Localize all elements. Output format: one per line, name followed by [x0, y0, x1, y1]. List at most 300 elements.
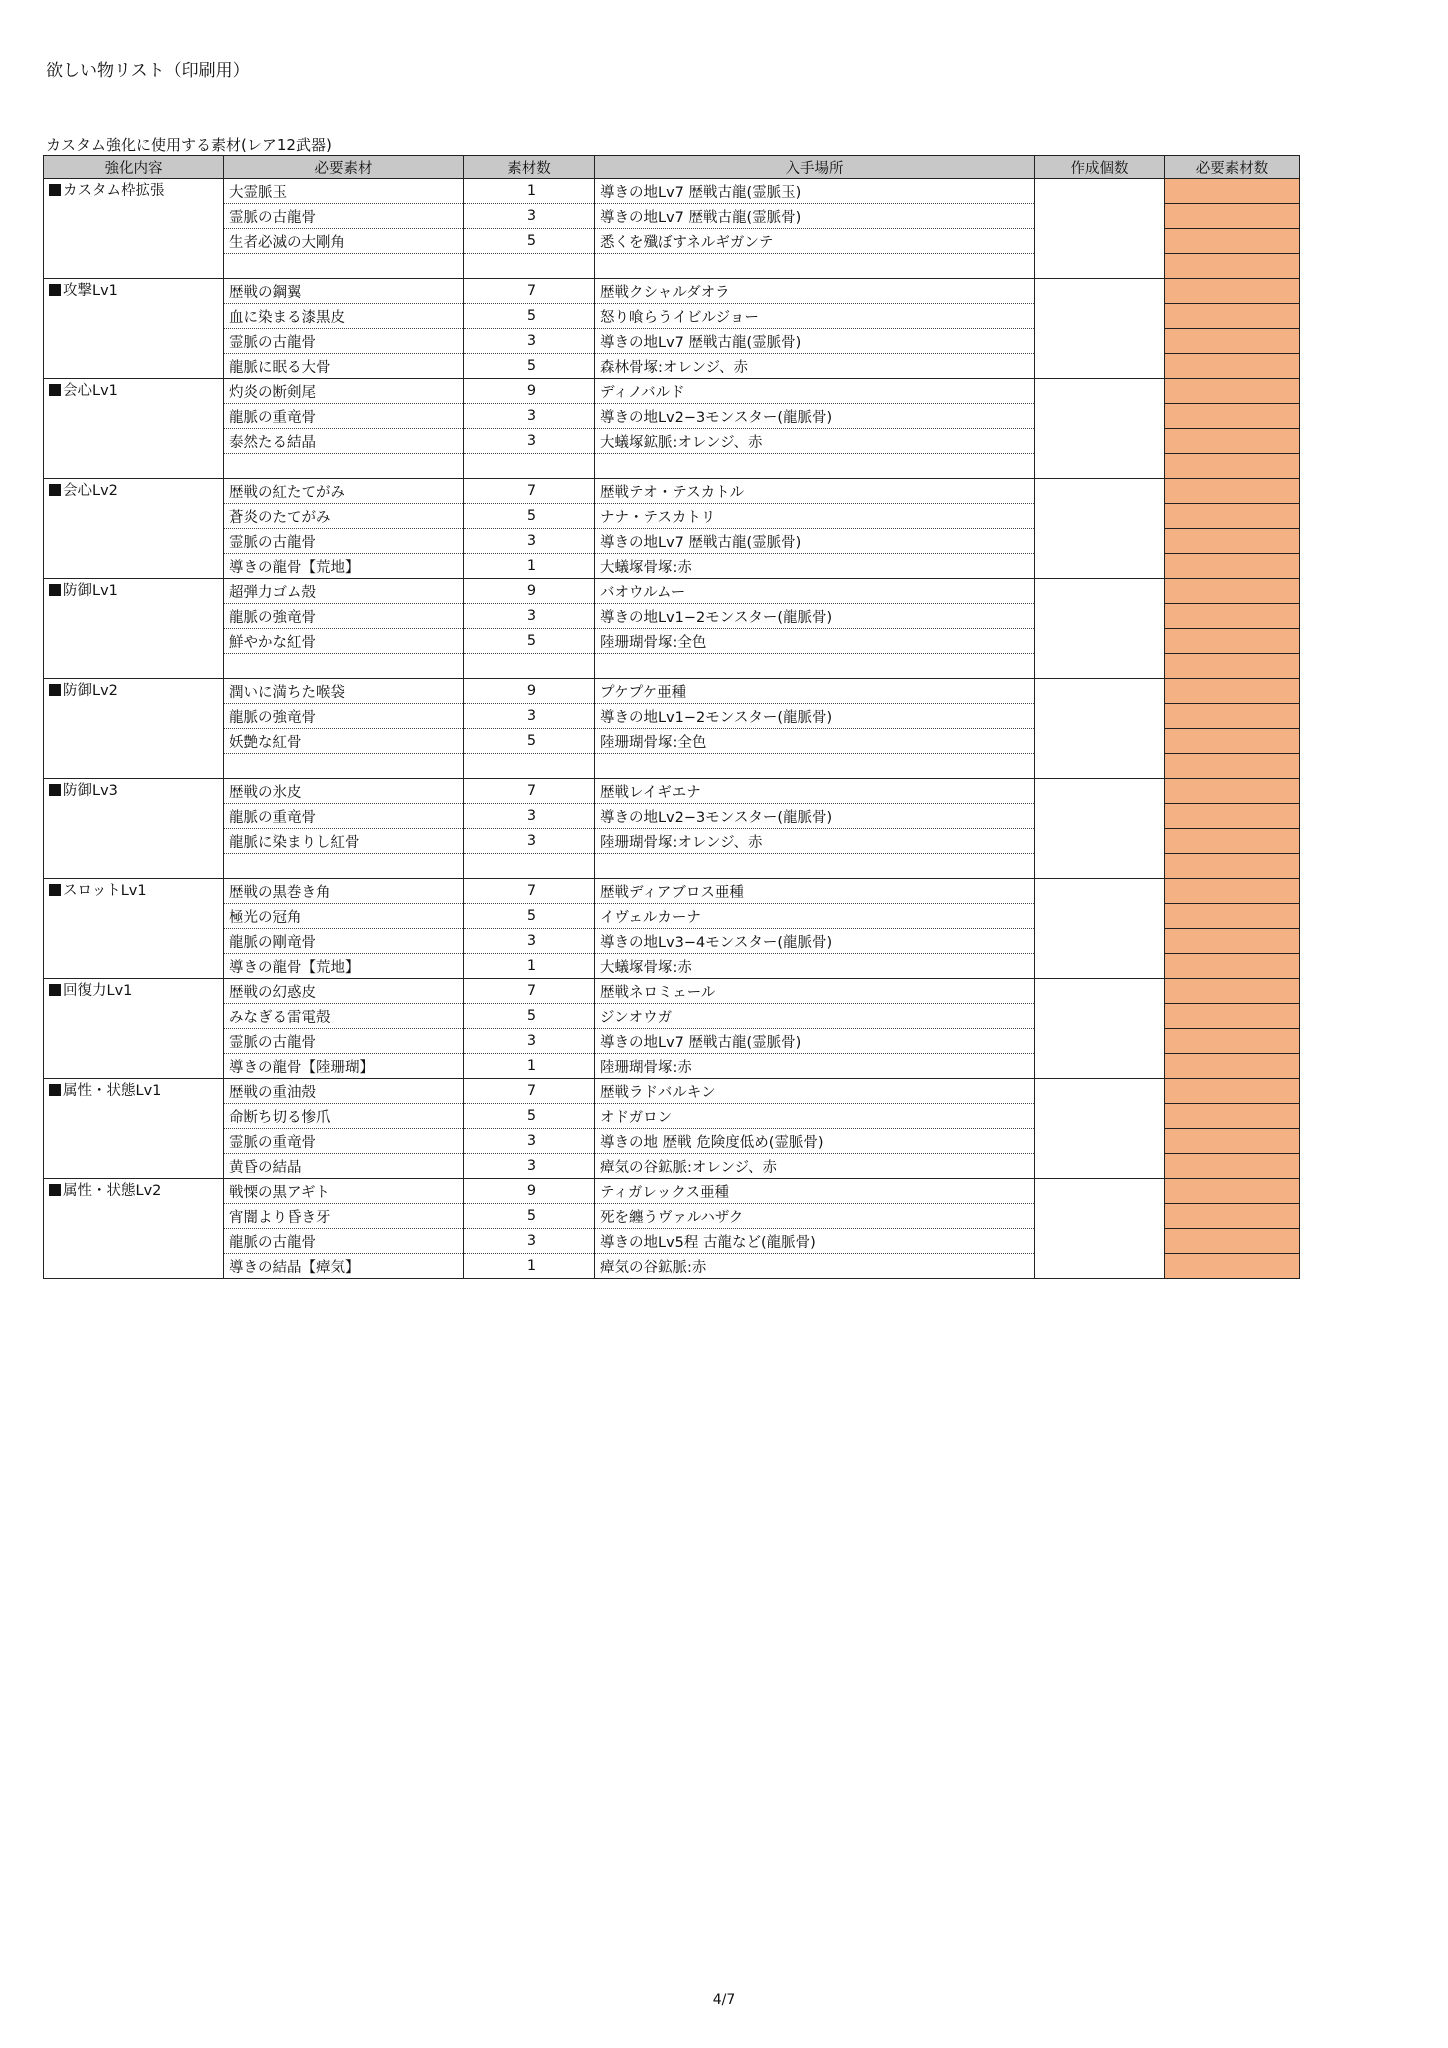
- location-cell: 歴戦クシャルダオラ: [595, 279, 1035, 304]
- location-cell: 導きの地Lv7 歴戦古龍(霊脈骨): [595, 529, 1035, 554]
- enhancement-category-empty: [44, 904, 224, 929]
- enhancement-category-empty: [44, 504, 224, 529]
- craft-count-cell: [1035, 479, 1165, 504]
- required-total-cell: [1165, 854, 1300, 879]
- quantity-cell: 5: [464, 229, 595, 254]
- table-row: [44, 1004, 1300, 1029]
- material-cell: 生者必滅の大剛角: [224, 229, 464, 254]
- required-total-cell: [1165, 1104, 1300, 1129]
- craft-count-cell: [1035, 1204, 1165, 1229]
- craft-count-cell: [1035, 1154, 1165, 1179]
- quantity-cell: 7: [464, 879, 595, 904]
- enhancement-category-empty: [44, 629, 224, 654]
- required-total-cell: [1165, 179, 1300, 204]
- location-cell: プケプケ亜種: [595, 679, 1035, 704]
- craft-count-cell: [1035, 829, 1165, 854]
- quantity-cell: 9: [464, 1179, 595, 1204]
- required-total-cell: [1165, 1054, 1300, 1079]
- quantity-cell: 7: [464, 279, 595, 304]
- quantity-cell: 9: [464, 679, 595, 704]
- craft-count-cell: [1035, 629, 1165, 654]
- enhancement-label: 防御Lv3: [63, 783, 118, 799]
- table-row: [44, 554, 1300, 579]
- location-cell: 大蟻塚鉱脈:オレンジ、赤: [595, 429, 1035, 454]
- location-cell: 歴戦ディアブロス亜種: [595, 879, 1035, 904]
- table-row: [44, 1229, 1300, 1254]
- material-cell: 導きの龍骨【荒地】: [224, 954, 464, 979]
- required-total-cell: [1165, 504, 1300, 529]
- location-cell: 瘴気の谷鉱脈:オレンジ、赤: [595, 1154, 1035, 1179]
- enhancement-category-empty: [44, 329, 224, 354]
- enhancement-category-empty: [44, 554, 224, 579]
- black-square-icon: [49, 384, 61, 396]
- black-square-icon: [49, 1084, 61, 1096]
- enhancement-category-empty: [44, 729, 224, 754]
- table-row: [44, 1079, 1300, 1104]
- enhancement-label: 属性・状態Lv1: [63, 1083, 162, 1099]
- craft-count-cell: [1035, 704, 1165, 729]
- material-cell: 龍脈に染まりし紅骨: [224, 829, 464, 854]
- enhancement-category-empty: [44, 1054, 224, 1079]
- quantity-cell: 3: [464, 1029, 595, 1054]
- quantity-cell: 1: [464, 554, 595, 579]
- enhancement-category: [44, 1179, 224, 1204]
- quantity-cell: [464, 254, 595, 279]
- header-enhancement: 強化内容: [44, 156, 224, 179]
- table-row: [44, 629, 1300, 654]
- enhancement-category-empty: [44, 604, 224, 629]
- material-cell: 龍脈の強竜骨: [224, 704, 464, 729]
- material-cell: 潤いに満ちた喉袋: [224, 679, 464, 704]
- required-total-cell: [1165, 1179, 1300, 1204]
- required-total-cell: [1165, 754, 1300, 779]
- location-cell: [595, 854, 1035, 879]
- table-row: [44, 1204, 1300, 1229]
- material-cell: 霊脈の重竜骨: [224, 1129, 464, 1154]
- material-cell: 導きの結晶【瘴気】: [224, 1254, 464, 1279]
- craft-count-cell: [1035, 554, 1165, 579]
- table-row: [44, 804, 1300, 829]
- enhancement-category: [44, 179, 224, 204]
- craft-count-cell: [1035, 504, 1165, 529]
- quantity-cell: 3: [464, 1154, 595, 1179]
- material-cell: 導きの龍骨【陸珊瑚】: [224, 1054, 464, 1079]
- craft-count-cell: [1035, 1029, 1165, 1054]
- header-quantity: 素材数: [464, 156, 595, 179]
- table-row: [44, 1254, 1300, 1279]
- quantity-cell: 5: [464, 1104, 595, 1129]
- material-cell: 歴戦の黒巻き角: [224, 879, 464, 904]
- table-row: [44, 1129, 1300, 1154]
- craft-count-cell: [1035, 604, 1165, 629]
- location-cell: 導きの地Lv1−2モンスター(龍脈骨): [595, 604, 1035, 629]
- location-cell: イヴェルカーナ: [595, 904, 1035, 929]
- quantity-cell: 9: [464, 379, 595, 404]
- craft-count-cell: [1035, 454, 1165, 479]
- quantity-cell: 1: [464, 1254, 595, 1279]
- location-cell: 怒り喰らうイビルジョー: [595, 304, 1035, 329]
- location-cell: 歴戦テオ・テスカトル: [595, 479, 1035, 504]
- craft-count-cell: [1035, 1079, 1165, 1104]
- location-cell: 歴戦ラドバルキン: [595, 1079, 1035, 1104]
- craft-count-cell: [1035, 279, 1165, 304]
- enhancement-category-empty: [44, 404, 224, 429]
- enhancement-category-empty: [44, 654, 224, 679]
- quantity-cell: 3: [464, 329, 595, 354]
- section-title: カスタム強化に使用する素材(レア12武器): [46, 136, 332, 154]
- material-cell: 蒼炎のたてがみ: [224, 504, 464, 529]
- craft-count-cell: [1035, 854, 1165, 879]
- table-header-row: [44, 156, 1300, 179]
- required-total-cell: [1165, 404, 1300, 429]
- quantity-cell: 7: [464, 779, 595, 804]
- required-total-cell: [1165, 429, 1300, 454]
- material-cell: [224, 454, 464, 479]
- location-cell: 陸珊瑚骨塚:全色: [595, 729, 1035, 754]
- enhancement-category-empty: [44, 1129, 224, 1154]
- table-row: [44, 954, 1300, 979]
- material-cell: 超弾力ゴム殻: [224, 579, 464, 604]
- enhancement-category: [44, 779, 224, 804]
- enhancement-category-empty: [44, 854, 224, 879]
- required-total-cell: [1165, 304, 1300, 329]
- required-total-cell: [1165, 279, 1300, 304]
- craft-count-cell: [1035, 254, 1165, 279]
- required-total-cell: [1165, 1254, 1300, 1279]
- enhancement-category-empty: [44, 229, 224, 254]
- enhancement-label: 回復力Lv1: [63, 983, 133, 999]
- required-total-cell: [1165, 1129, 1300, 1154]
- quantity-cell: 3: [464, 804, 595, 829]
- quantity-cell: 3: [464, 1129, 595, 1154]
- enhancement-category-empty: [44, 929, 224, 954]
- location-cell: 大蟻塚骨塚:赤: [595, 954, 1035, 979]
- craft-count-cell: [1035, 379, 1165, 404]
- material-cell: 龍脈に眠る大骨: [224, 354, 464, 379]
- enhancement-category: [44, 479, 224, 504]
- location-cell: 陸珊瑚骨塚:全色: [595, 629, 1035, 654]
- table-row: [44, 179, 1300, 204]
- quantity-cell: 3: [464, 704, 595, 729]
- table-row: [44, 404, 1300, 429]
- enhancement-label: 攻撃Lv1: [63, 283, 118, 299]
- material-cell: 妖艶な紅骨: [224, 729, 464, 754]
- table-row: [44, 654, 1300, 679]
- material-cell: 鮮やかな紅骨: [224, 629, 464, 654]
- table-row: [44, 1179, 1300, 1204]
- black-square-icon: [49, 984, 61, 996]
- location-cell: 導きの地Lv5程 古龍など(龍脈骨): [595, 1229, 1035, 1254]
- table-row: [44, 204, 1300, 229]
- enhancement-label: 防御Lv2: [63, 683, 118, 699]
- enhancement-category-empty: [44, 429, 224, 454]
- enhancement-label: 属性・状態Lv2: [63, 1183, 162, 1199]
- material-cell: 龍脈の古龍骨: [224, 1229, 464, 1254]
- material-cell: 歴戦の紅たてがみ: [224, 479, 464, 504]
- enhancement-category-empty: [44, 354, 224, 379]
- location-cell: 大蟻塚骨塚:赤: [595, 554, 1035, 579]
- table-row: [44, 1054, 1300, 1079]
- required-total-cell: [1165, 729, 1300, 754]
- location-cell: 歴戦ネロミェール: [595, 979, 1035, 1004]
- location-cell: 悉くを殲ぼすネルギガンテ: [595, 229, 1035, 254]
- table-row: [44, 229, 1300, 254]
- location-cell: 陸珊瑚骨塚:オレンジ、赤: [595, 829, 1035, 854]
- table-row: [44, 479, 1300, 504]
- table-row: [44, 929, 1300, 954]
- enhancement-category: [44, 379, 224, 404]
- required-total-cell: [1165, 879, 1300, 904]
- location-cell: [595, 654, 1035, 679]
- craft-count-cell: [1035, 1104, 1165, 1129]
- material-cell: [224, 654, 464, 679]
- material-cell: 歴戦の重油殻: [224, 1079, 464, 1104]
- location-cell: [595, 254, 1035, 279]
- location-cell: 導きの地 歴戦 危険度低め(霊脈骨): [595, 1129, 1035, 1154]
- black-square-icon: [49, 784, 61, 796]
- craft-count-cell: [1035, 904, 1165, 929]
- location-cell: 導きの地Lv3−4モンスター(龍脈骨): [595, 929, 1035, 954]
- craft-count-cell: [1035, 229, 1165, 254]
- material-cell: 霊脈の古龍骨: [224, 329, 464, 354]
- header-craft-count: 作成個数: [1035, 156, 1165, 179]
- quantity-cell: 3: [464, 429, 595, 454]
- quantity-cell: 1: [464, 954, 595, 979]
- quantity-cell: 5: [464, 504, 595, 529]
- material-cell: [224, 754, 464, 779]
- material-cell: 歴戦の幻惑皮: [224, 979, 464, 1004]
- craft-count-cell: [1035, 679, 1165, 704]
- material-cell: 血に染まる漆黒皮: [224, 304, 464, 329]
- enhancement-category-empty: [44, 1229, 224, 1254]
- required-total-cell: [1165, 229, 1300, 254]
- material-cell: みなぎる雷電殻: [224, 1004, 464, 1029]
- enhancement-category-empty: [44, 1204, 224, 1229]
- table-row: [44, 979, 1300, 1004]
- required-total-cell: [1165, 904, 1300, 929]
- table-row: [44, 879, 1300, 904]
- quantity-cell: 1: [464, 179, 595, 204]
- required-total-cell: [1165, 554, 1300, 579]
- quantity-cell: 7: [464, 1079, 595, 1104]
- enhancement-category-empty: [44, 1154, 224, 1179]
- table-row: [44, 379, 1300, 404]
- enhancement-category-empty: [44, 829, 224, 854]
- required-total-cell: [1165, 804, 1300, 829]
- required-total-cell: [1165, 254, 1300, 279]
- location-cell: ナナ・テスカトリ: [595, 504, 1035, 529]
- enhancement-label: 会心Lv2: [63, 483, 118, 499]
- enhancement-category: [44, 679, 224, 704]
- material-cell: 歴戦の鋼翼: [224, 279, 464, 304]
- material-cell: 灼炎の断剣尾: [224, 379, 464, 404]
- required-total-cell: [1165, 979, 1300, 1004]
- material-cell: 導きの龍骨【荒地】: [224, 554, 464, 579]
- location-cell: [595, 454, 1035, 479]
- enhancement-category-empty: [44, 954, 224, 979]
- material-cell: [224, 254, 464, 279]
- required-total-cell: [1165, 679, 1300, 704]
- enhancement-label: 会心Lv1: [63, 383, 118, 399]
- enhancement-category-empty: [44, 529, 224, 554]
- required-total-cell: [1165, 454, 1300, 479]
- required-total-cell: [1165, 954, 1300, 979]
- table-row: [44, 1154, 1300, 1179]
- location-cell: 導きの地Lv2−3モンスター(龍脈骨): [595, 804, 1035, 829]
- table-row: [44, 1104, 1300, 1129]
- required-total-cell: [1165, 379, 1300, 404]
- material-cell: 霊脈の古龍骨: [224, 1029, 464, 1054]
- black-square-icon: [49, 584, 61, 596]
- page-number: 4/7: [712, 1992, 736, 2008]
- quantity-cell: 5: [464, 904, 595, 929]
- quantity-cell: 3: [464, 404, 595, 429]
- required-total-cell: [1165, 604, 1300, 629]
- location-cell: バオウルムー: [595, 579, 1035, 604]
- craft-count-cell: [1035, 1179, 1165, 1204]
- material-cell: 龍脈の剛竜骨: [224, 929, 464, 954]
- required-total-cell: [1165, 779, 1300, 804]
- table-row: [44, 254, 1300, 279]
- material-cell: 霊脈の古龍骨: [224, 529, 464, 554]
- table-row: [44, 854, 1300, 879]
- required-total-cell: [1165, 1079, 1300, 1104]
- craft-count-cell: [1035, 754, 1165, 779]
- enhancement-category: [44, 1079, 224, 1104]
- table-row: [44, 304, 1300, 329]
- quantity-cell: 5: [464, 1004, 595, 1029]
- material-cell: 龍脈の重竜骨: [224, 804, 464, 829]
- location-cell: ティガレックス亜種: [595, 1179, 1035, 1204]
- quantity-cell: [464, 654, 595, 679]
- table-row: [44, 504, 1300, 529]
- enhancement-category-empty: [44, 304, 224, 329]
- craft-count-cell: [1035, 779, 1165, 804]
- craft-count-cell: [1035, 929, 1165, 954]
- enhancement-category: [44, 579, 224, 604]
- craft-count-cell: [1035, 404, 1165, 429]
- material-cell: 大霊脈玉: [224, 179, 464, 204]
- table-row: [44, 529, 1300, 554]
- enhancement-category-empty: [44, 1254, 224, 1279]
- quantity-cell: 9: [464, 579, 595, 604]
- location-cell: 森林骨塚:オレンジ、赤: [595, 354, 1035, 379]
- location-cell: 導きの地Lv2−3モンスター(龍脈骨): [595, 404, 1035, 429]
- required-total-cell: [1165, 929, 1300, 954]
- header-material: 必要素材: [224, 156, 464, 179]
- quantity-cell: [464, 454, 595, 479]
- table-row: [44, 704, 1300, 729]
- location-cell: 導きの地Lv7 歴戦古龍(霊脈骨): [595, 204, 1035, 229]
- enhancement-category-empty: [44, 204, 224, 229]
- material-cell: 龍脈の強竜骨: [224, 604, 464, 629]
- craft-count-cell: [1035, 979, 1165, 1004]
- document-title: 欲しい物リスト（印刷用）: [46, 61, 250, 81]
- material-cell: 泰然たる結晶: [224, 429, 464, 454]
- location-cell: [595, 754, 1035, 779]
- craft-count-cell: [1035, 429, 1165, 454]
- required-total-cell: [1165, 579, 1300, 604]
- table-row: [44, 754, 1300, 779]
- craft-count-cell: [1035, 1054, 1165, 1079]
- table-row: [44, 729, 1300, 754]
- table-row: [44, 454, 1300, 479]
- location-cell: 陸珊瑚骨塚:赤: [595, 1054, 1035, 1079]
- location-cell: 歴戦レイギエナ: [595, 779, 1035, 804]
- material-cell: [224, 854, 464, 879]
- enhancement-category-empty: [44, 1029, 224, 1054]
- quantity-cell: 3: [464, 529, 595, 554]
- required-total-cell: [1165, 1154, 1300, 1179]
- required-total-cell: [1165, 704, 1300, 729]
- quantity-cell: [464, 854, 595, 879]
- craft-count-cell: [1035, 354, 1165, 379]
- enhancement-category-empty: [44, 754, 224, 779]
- enhancement-category-empty: [44, 454, 224, 479]
- craft-count-cell: [1035, 804, 1165, 829]
- location-cell: オドガロン: [595, 1104, 1035, 1129]
- required-total-cell: [1165, 829, 1300, 854]
- craft-count-cell: [1035, 1129, 1165, 1154]
- material-cell: 宵闇より昏き牙: [224, 1204, 464, 1229]
- table-row: [44, 779, 1300, 804]
- location-cell: 瘴気の谷鉱脈:赤: [595, 1254, 1035, 1279]
- craft-count-cell: [1035, 879, 1165, 904]
- required-total-cell: [1165, 204, 1300, 229]
- craft-count-cell: [1035, 579, 1165, 604]
- craft-count-cell: [1035, 729, 1165, 754]
- materials-table: [43, 155, 1300, 1279]
- required-total-cell: [1165, 654, 1300, 679]
- table-row: [44, 679, 1300, 704]
- quantity-cell: 5: [464, 1204, 595, 1229]
- craft-count-cell: [1035, 654, 1165, 679]
- enhancement-category-empty: [44, 804, 224, 829]
- black-square-icon: [49, 684, 61, 696]
- table-row: [44, 604, 1300, 629]
- craft-count-cell: [1035, 329, 1165, 354]
- enhancement-category-empty: [44, 254, 224, 279]
- table-row: [44, 829, 1300, 854]
- material-cell: 命断ち切る惨爪: [224, 1104, 464, 1129]
- material-cell: 黄昏の結晶: [224, 1154, 464, 1179]
- quantity-cell: 3: [464, 929, 595, 954]
- table-body: [44, 179, 1300, 1279]
- quantity-cell: 5: [464, 629, 595, 654]
- craft-count-cell: [1035, 1229, 1165, 1254]
- table-row: [44, 329, 1300, 354]
- enhancement-category-empty: [44, 1104, 224, 1129]
- required-total-cell: [1165, 1004, 1300, 1029]
- black-square-icon: [49, 184, 61, 196]
- table-row: [44, 1029, 1300, 1054]
- table-row: [44, 279, 1300, 304]
- craft-count-cell: [1035, 1004, 1165, 1029]
- header-required-total: 必要素材数: [1165, 156, 1300, 179]
- craft-count-cell: [1035, 304, 1165, 329]
- enhancement-category: [44, 979, 224, 1004]
- table-row: [44, 904, 1300, 929]
- enhancement-label: 防御Lv1: [63, 583, 118, 599]
- location-cell: ディノバルド: [595, 379, 1035, 404]
- material-cell: 戦慄の黒アギト: [224, 1179, 464, 1204]
- location-cell: 導きの地Lv7 歴戦古龍(霊脈骨): [595, 329, 1035, 354]
- table-row: [44, 429, 1300, 454]
- header-location: 入手場所: [595, 156, 1035, 179]
- required-total-cell: [1165, 479, 1300, 504]
- enhancement-category-empty: [44, 704, 224, 729]
- material-cell: 極光の冠角: [224, 904, 464, 929]
